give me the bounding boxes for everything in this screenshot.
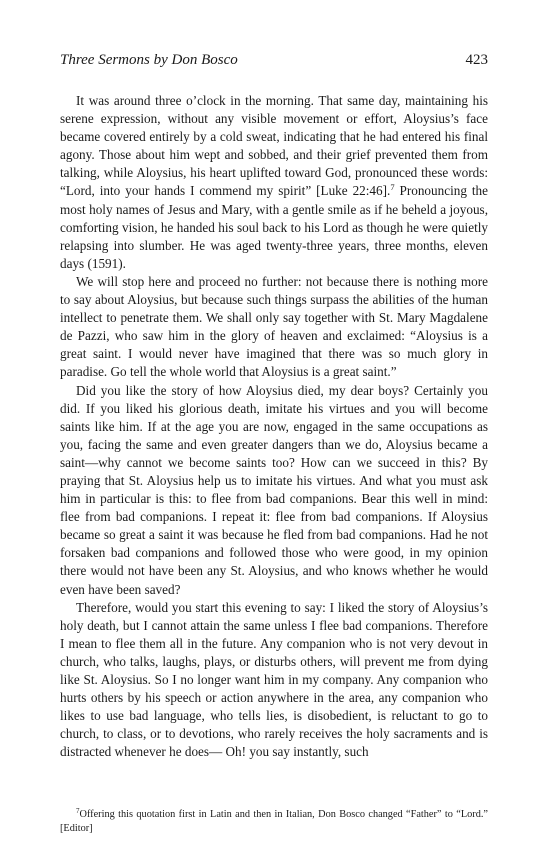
- page-header: [60, 52, 488, 74]
- paragraph-1: [60, 92, 488, 273]
- footnote-mark: 7: [76, 807, 80, 815]
- paragraph-2: We will stop here and proceed no further: not because there is nothing more to say about Aloysius, but because such things surpass the abilities of the human intellect to penetrate them. We shall only say together with St. Mary Magdalene de Pazzi, who saw him in the glory of heaven and exclaimed: “Aloysius is a great saint. I would never have imagined that there was so much glory in paradise. Go tell the whole world that Aloysius is a great saint.”: [60, 273, 488, 380]
- paragraph-4: Therefore, would you start this evening to say: I liked the story of Aloysius’s holy death, but I cannot attain the same unless I flee bad companions. Therefore I mean to flee them all in the future. Any companion who is not very devout in church, who talks, laughs, plays, or disturbs others, will prevent me from dying like St. Aloysius. So I no longer want him in my company. Any companion who hurts others by his speech or action anywhere in the area, any companion who likes to use bad language, who tells lies, is disobedient, is reluctant to go to church, to class, or to devotions, who rarely receives the holy sacraments and is distracted whenever he does— Oh! you say instantly, such: [60, 599, 488, 760]
- page-number: 423: [465, 52, 488, 68]
- body-text: [60, 92, 488, 761]
- footnote-text: Offering this quotation first in Latin and then in Italian, Don Bosco changed “Father” to “Lord.” [Editor]: [60, 809, 488, 834]
- running-title: Three Sermons by Don Bosco: [60, 52, 238, 68]
- paragraph-3: Did you like the story of how Aloysius died, my dear boys? Certainly you did. If you liked his glorious death, imitate his virtues and you will become saints like him. If at the age you are now, engaged in the same occupations as you, facing the same and even greater dangers than we do, Aloysius became a saint—why cannot we become saints too? How can we succeed in this? By praying that St. Aloysius help us to imitate his virtues. And what you must ask him in particular is this: to flee from bad companions. Bear this well in mind: flee from bad companions. I repeat it: flee from bad companions. If Aloysius became so great a saint it was because he fled from bad companions. Had he not forsaken bad companions and followed those who were good, in my opinion there would not have been any St. Aloysius, and who knows whether he would even have been saved?: [60, 382, 488, 597]
- footnote: [60, 808, 488, 836]
- paragraph-1-text-a: It was around three o’clock in the morning. That same day, maintaining his serene expression, without any visible movement or effort, Aloysius’s face became covered entirely by a cold sweat, indicating that he had entered his final agony. Those about him wept and sobbed, and their grief prevented them from talking, while Aloysius, his heart uplifted toward God, pronounced these words: “Lord, into your hands I commend my spirit” [Luke 22:46].: [60, 93, 488, 199]
- paragraph-1-text-b: Pronouncing the most holy names of Jesus and Mary, with a gentle smile as if he beheld a joyous, comforting vision, he handed his soul back to his Lord as though he were quietly relapsing into slumber. He was aged twenty-three years, three months, eleven days (1591).: [60, 183, 488, 271]
- footnote-reference: 7: [390, 182, 395, 193]
